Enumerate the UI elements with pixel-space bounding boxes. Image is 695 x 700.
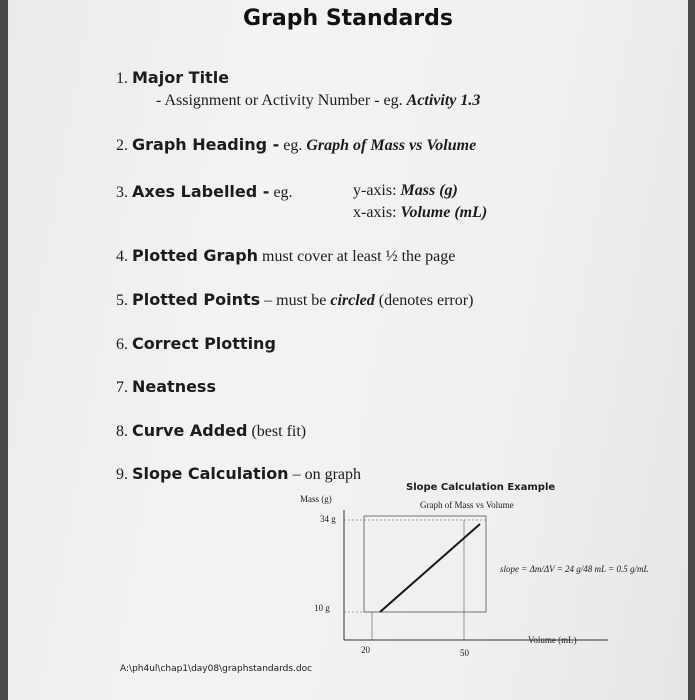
- item-label: Plotted Graph: [132, 246, 259, 265]
- example-y-label: Mass (g): [300, 494, 332, 504]
- item-label: Graph Heading -: [132, 135, 280, 154]
- axis-value: Volume (mL): [400, 204, 488, 221]
- axis-value: Mass (g): [400, 182, 458, 199]
- item-number: 2.: [116, 137, 128, 154]
- axis-prefix: y-axis:: [353, 182, 397, 199]
- item-rest-end: (denotes error): [378, 292, 474, 309]
- item-number: 6.: [116, 336, 128, 353]
- item-label: Neatness: [132, 377, 216, 396]
- item-number: 4.: [116, 248, 128, 265]
- detail-example: Activity 1.3: [406, 92, 481, 109]
- example-subtitle: Graph of Mass vs Volume: [420, 500, 514, 510]
- axis-prefix: x-axis:: [353, 204, 397, 221]
- best-fit-line: [380, 524, 480, 612]
- item-label: Plotted Points: [132, 290, 261, 309]
- example-y-low: 10 g: [314, 603, 330, 613]
- item-number: 9.: [116, 466, 128, 483]
- item-rest: – must be: [264, 292, 327, 309]
- item-number: 3.: [116, 184, 128, 201]
- slope-formula: slope = Δm/ΔV = 24 g/48 mL = 0.5 g/mL: [500, 564, 649, 574]
- example-title: Slope Calculation Example: [406, 482, 556, 493]
- item-number: 7.: [116, 379, 128, 396]
- document-page: [8, 0, 688, 700]
- example-x-high: 50: [460, 648, 469, 658]
- file-path-footer: A:\ph4ul\chap1\day08\graphstandards.doc: [120, 664, 313, 674]
- example-y-high: 34 g: [320, 514, 336, 524]
- item-rest: – on graph: [292, 466, 362, 483]
- detail-text: - Assignment or Activity Number - eg.: [156, 92, 403, 109]
- item-number: 5.: [116, 292, 128, 309]
- item-rest: (best fit): [251, 423, 307, 440]
- page-title: Graph Standards: [243, 6, 453, 31]
- slope-example-graph: [8, 0, 688, 700]
- item-label: Axes Labelled -: [132, 182, 270, 201]
- item-label: Curve Added: [132, 421, 248, 440]
- item-number: 1.: [116, 70, 128, 87]
- graph-frame: [364, 516, 486, 612]
- example-x-label: Volume (mL): [528, 635, 577, 645]
- item-label: Major Title: [132, 68, 230, 87]
- item-label: Correct Plotting: [132, 334, 276, 353]
- item-rest: must cover at least ½ the page: [262, 248, 456, 265]
- eg-text: eg.: [283, 137, 303, 154]
- item-number: 8.: [116, 423, 128, 440]
- eg-text: eg.: [273, 184, 293, 201]
- item-label: Slope Calculation: [132, 464, 289, 483]
- example-x-low: 20: [361, 645, 370, 655]
- item-emphasis: circled: [330, 292, 375, 309]
- example-text: Graph of Mass vs Volume: [306, 137, 477, 154]
